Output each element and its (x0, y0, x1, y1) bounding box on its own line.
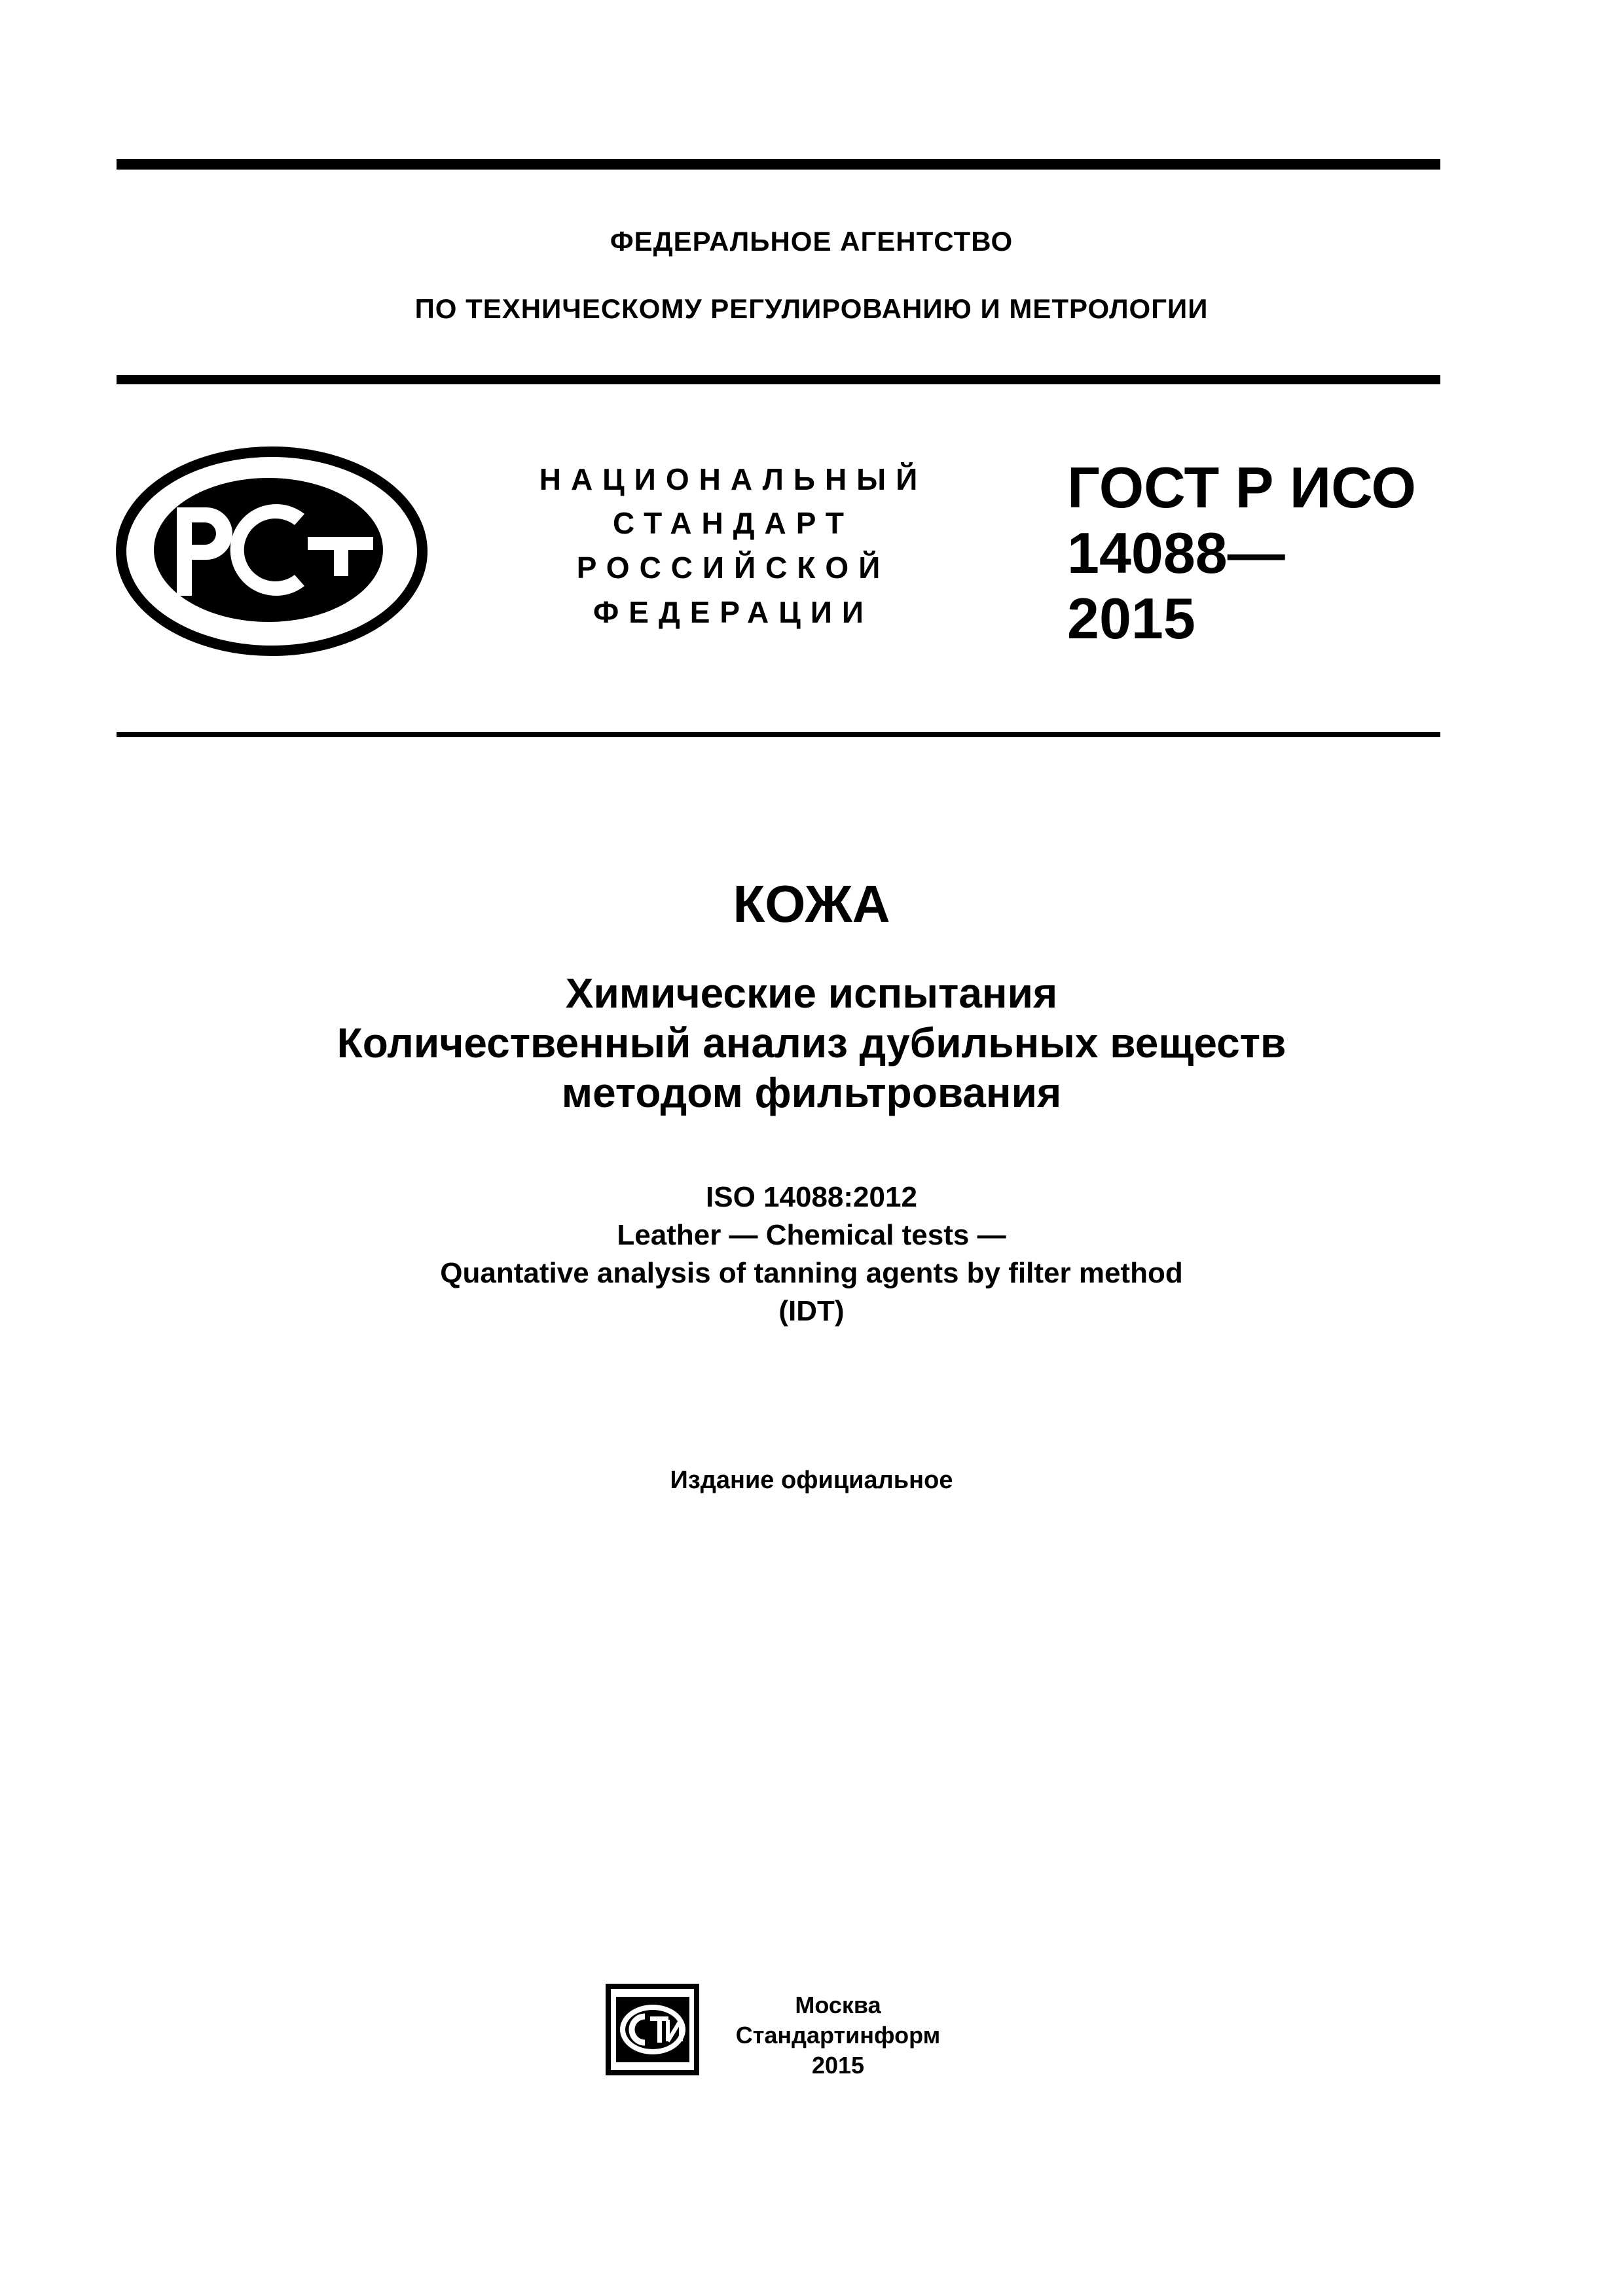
top-rule (117, 159, 1440, 170)
document-title: КОЖА (733, 875, 890, 933)
subtitle-line-2: Количественный анализ дубильных веществ (337, 1019, 1286, 1066)
sti-logo-icon (606, 1984, 701, 2075)
subtitle-line-1: Химические испытания (565, 970, 1058, 1017)
iso-line-2: Leather — Chemical tests — (617, 1219, 1006, 1251)
publisher-block (733, 1990, 943, 2081)
national-standard-line-3: РОССИЙСКОЙ (576, 551, 890, 585)
designation-line-3: 2015 (1067, 586, 1195, 651)
rst-logo-icon (115, 445, 429, 658)
national-standard-line-4: ФЕДЕРАЦИИ (593, 595, 873, 629)
publisher-name: Стандартинформ (735, 2022, 941, 2049)
publisher-year: 2015 (811, 2052, 865, 2079)
agency-line-1: ФЕДЕРАЛЬНОЕ АГЕНТСТВО (610, 226, 1013, 257)
iso-line-4: (IDT) (778, 1295, 845, 1327)
edition-label: Издание официальное (670, 1467, 953, 1494)
national-standard-line-1: НАЦИОНАЛЬНЫЙ (539, 462, 928, 496)
iso-line-1: ISO 14088:2012 (706, 1181, 917, 1213)
subtitle-line-3: методом фильтрования (561, 1069, 1062, 1116)
section-divider (117, 732, 1440, 737)
publisher-city: Москва (795, 1992, 881, 2018)
agency-line-2: ПО ТЕХНИЧЕСКОМУ РЕГУЛИРОВАНИЮ И МЕТРОЛОГИИ (414, 293, 1209, 324)
designation-line-1: ГОСТ Р ИСО (1067, 455, 1416, 520)
national-standard-line-2: СТАНДАРТ (613, 506, 854, 540)
designation-line-2: 14088— (1067, 520, 1285, 585)
header-divider (117, 375, 1440, 384)
iso-line-3: Quantative analysis of tanning agents by filter method (440, 1257, 1183, 1289)
